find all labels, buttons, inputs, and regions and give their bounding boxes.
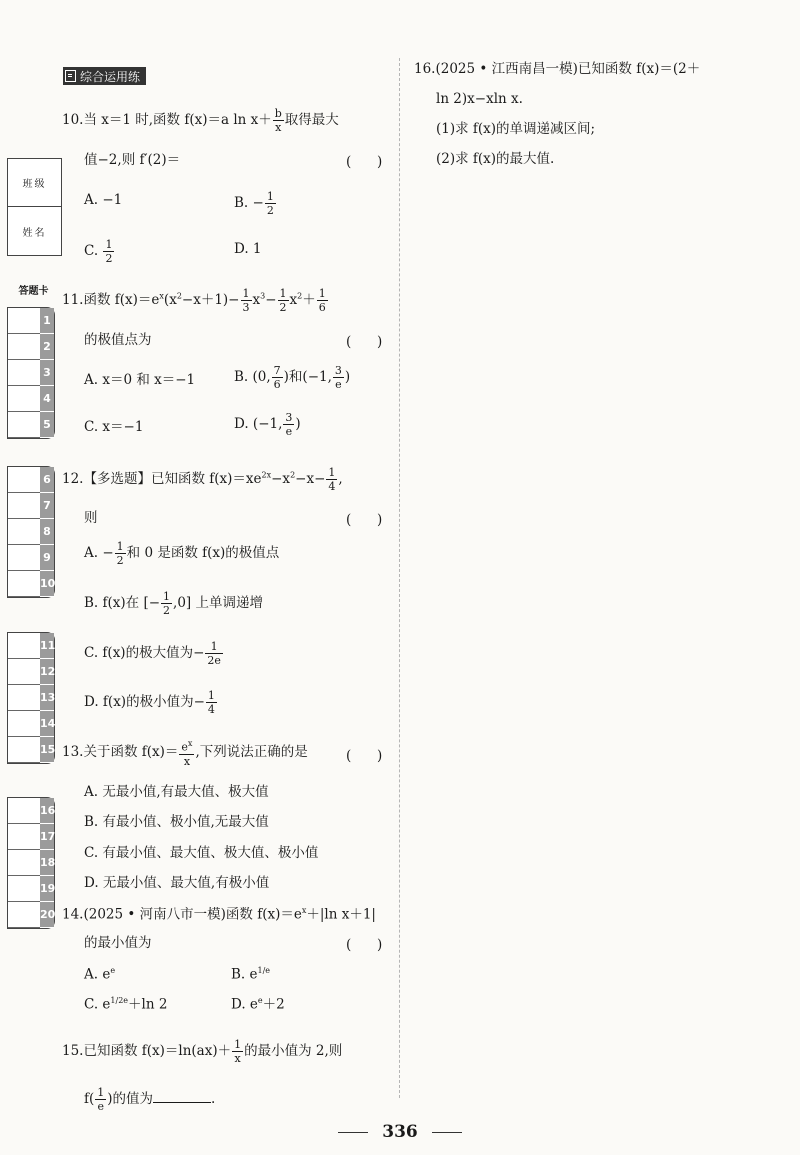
answer-number: 1 bbox=[40, 308, 54, 334]
answer-line[interactable] bbox=[8, 875, 40, 876]
book-icon bbox=[65, 70, 76, 82]
answer-line[interactable] bbox=[8, 544, 40, 545]
answer-line[interactable] bbox=[8, 437, 40, 438]
answer-line[interactable] bbox=[8, 762, 40, 763]
q10-stem-line2: 值−2,则 f′(2)＝ bbox=[84, 152, 181, 168]
answer-line[interactable] bbox=[8, 570, 40, 571]
answer-number: 16 bbox=[40, 798, 54, 824]
answer-line[interactable] bbox=[8, 658, 40, 659]
answer-number: 6 bbox=[40, 467, 54, 493]
q13-option-c[interactable]: C. 有最小值、最大值、极大值、极小值 bbox=[84, 845, 319, 861]
answer-card-label: 答题卡 bbox=[18, 286, 49, 297]
answer-number: 9 bbox=[40, 545, 54, 571]
page-number: 336 bbox=[382, 1122, 418, 1142]
q14-stem-line1: 14.(2025 • 河南八市一模)函数 $f(x)=e^x+|\ln$ x＋1| bbox=[62, 906, 376, 923]
answer-number: 3 bbox=[40, 360, 54, 386]
answer-line[interactable] bbox=[8, 684, 40, 685]
q10-option-a[interactable]: A. −1 bbox=[84, 192, 123, 208]
q14-answer-bracket[interactable]: ( ) bbox=[346, 937, 383, 953]
answer-number: 7 bbox=[40, 493, 54, 519]
q13-option-b[interactable]: B. 有最小值、极小值,无最大值 bbox=[84, 814, 269, 830]
answer-group bbox=[7, 797, 55, 929]
q15-answer-blank[interactable] bbox=[153, 1102, 211, 1103]
answer-number: 19 bbox=[40, 876, 54, 902]
q12-option-d[interactable]: D. f(x)的极小值为− $\frac{1}{4}$ bbox=[84, 689, 215, 716]
q11-option-c[interactable]: C. x＝−1 bbox=[84, 419, 144, 435]
answer-line[interactable] bbox=[8, 927, 40, 928]
q13-option-d[interactable]: D. 无最小值、最大值,有极小值 bbox=[84, 875, 270, 891]
q16-stem-line2: ln 2)x−xln x. bbox=[436, 91, 523, 107]
q11-option-a[interactable]: A. x＝0 和 x＝−1 bbox=[84, 372, 196, 388]
answer-group bbox=[7, 466, 55, 598]
q10-answer-bracket[interactable]: ( ) bbox=[346, 154, 383, 170]
answer-line[interactable] bbox=[8, 823, 40, 824]
answer-line[interactable] bbox=[8, 710, 40, 711]
q10-option-d[interactable]: D. 1 bbox=[234, 241, 262, 257]
answer-line[interactable] bbox=[8, 518, 40, 519]
answer-number: 2 bbox=[40, 334, 54, 360]
q14-option-a[interactable]: A. $e^e$ bbox=[84, 966, 116, 983]
answer-number: 18 bbox=[40, 850, 54, 876]
answer-line[interactable] bbox=[8, 385, 40, 386]
answer-number: 12 bbox=[40, 659, 54, 685]
q14-stem-line2: 的最小值为 bbox=[84, 935, 152, 951]
answer-line[interactable] bbox=[8, 411, 40, 412]
class-label: 班级 bbox=[8, 159, 61, 207]
q12-option-c[interactable]: C. f(x)的极大值为− $\frac{1}{2e}$ bbox=[84, 640, 221, 667]
class-name-box bbox=[7, 158, 62, 256]
q10-option-b[interactable]: B. − $\frac{1}{2}$ bbox=[234, 190, 274, 217]
q11-option-b[interactable]: B. (0, $\frac{7}{6}$ )和(−1, $\frac{3}{e}$ ) bbox=[234, 364, 351, 391]
answer-number: 5 bbox=[40, 412, 54, 438]
answer-number: 15 bbox=[40, 737, 54, 763]
q14-option-b[interactable]: B. $e^{1/e}$ bbox=[231, 966, 271, 983]
q10-stem-line1: 10.当 x＝1 时,函数 f(x)＝a ln x＋ $\frac{b}{x}$ 取得最大 bbox=[62, 107, 339, 134]
q13-stem: 13.关于函数 f(x)＝ $\frac{e^x}{x}$ ,下列说法正确的是 bbox=[62, 739, 308, 768]
answer-line[interactable] bbox=[8, 359, 40, 360]
q16-stem-line1: 16.(2025 • 江西南昌一模)已知函数 f(x)＝(2＋ bbox=[414, 61, 701, 77]
q11-stem-line2: 的极值点为 bbox=[84, 332, 152, 348]
page-number-footer bbox=[0, 1122, 800, 1142]
answer-number: 14 bbox=[40, 711, 54, 737]
q16-part-1: (1)求 f(x)的单调递减区间; bbox=[436, 121, 596, 137]
answer-line[interactable] bbox=[8, 333, 40, 334]
answer-group bbox=[7, 307, 55, 439]
column-divider bbox=[399, 58, 400, 1098]
q11-answer-bracket[interactable]: ( ) bbox=[346, 334, 383, 350]
q11-option-d[interactable]: D. (−1, $\frac{3}{e}$ ) bbox=[234, 411, 301, 438]
answer-number: 17 bbox=[40, 824, 54, 850]
q10-option-c[interactable]: C. $\frac{1}{2}$ bbox=[84, 238, 113, 265]
answer-number: 20 bbox=[40, 902, 54, 928]
q13-answer-bracket[interactable]: ( ) bbox=[346, 748, 383, 764]
answer-number: 13 bbox=[40, 685, 54, 711]
q15-stem-line2: f( $\frac{1}{e}$ )的值为 . bbox=[84, 1086, 216, 1113]
q16-part-2: (2)求 f(x)的最大值. bbox=[436, 151, 555, 167]
q12-option-a[interactable]: A. − $\frac{1}{2}$ 和 0 是函数 f(x)的极值点 bbox=[84, 540, 280, 567]
answer-line[interactable] bbox=[8, 492, 40, 493]
answer-number: 10 bbox=[40, 571, 54, 597]
answer-number: 11 bbox=[40, 633, 54, 659]
q15-stem-line1: 15.已知函数 f(x)＝ln(ax)＋ $\frac{1}{x}$ 的最小值为 2,则 bbox=[62, 1038, 343, 1065]
answer-line[interactable] bbox=[8, 901, 40, 902]
answer-number: 8 bbox=[40, 519, 54, 545]
q11-stem-line1: 11.函数 $f(x)=e^x(x^2-x+1)-$ $\frac{1}{3}$ $x^3-$ $\frac{1}{2}$ $x^2+$ $\frac{1}{6}$ bbox=[62, 287, 326, 314]
q12-answer-bracket[interactable]: ( ) bbox=[346, 512, 383, 528]
q12-stem-line2: 则 bbox=[84, 510, 98, 526]
q12-option-b[interactable]: B. f(x)在 [− $\frac{1}{2}$ ,0] 上单调递增 bbox=[84, 590, 263, 617]
section-badge bbox=[63, 67, 146, 85]
answer-group bbox=[7, 632, 55, 764]
answer-line[interactable] bbox=[8, 596, 40, 597]
answer-number: 4 bbox=[40, 386, 54, 412]
section-title: 综合运用练 bbox=[80, 69, 141, 84]
q13-option-a[interactable]: A. 无最小值,有最大值、极大值 bbox=[84, 784, 269, 800]
q14-option-c[interactable]: C. $e^{1/2e}+\ln$ 2 bbox=[84, 996, 168, 1013]
answer-line[interactable] bbox=[8, 849, 40, 850]
name-label: 姓名 bbox=[22, 227, 47, 239]
q12-stem-line1: 12.【多选题】已知函数 $f(x)=xe^{2x}-x^2-x-$ $\frac{1}{4}$ , bbox=[62, 466, 343, 493]
q14-option-d[interactable]: D. $e^e+2$ bbox=[231, 996, 285, 1013]
answer-line[interactable] bbox=[8, 736, 40, 737]
